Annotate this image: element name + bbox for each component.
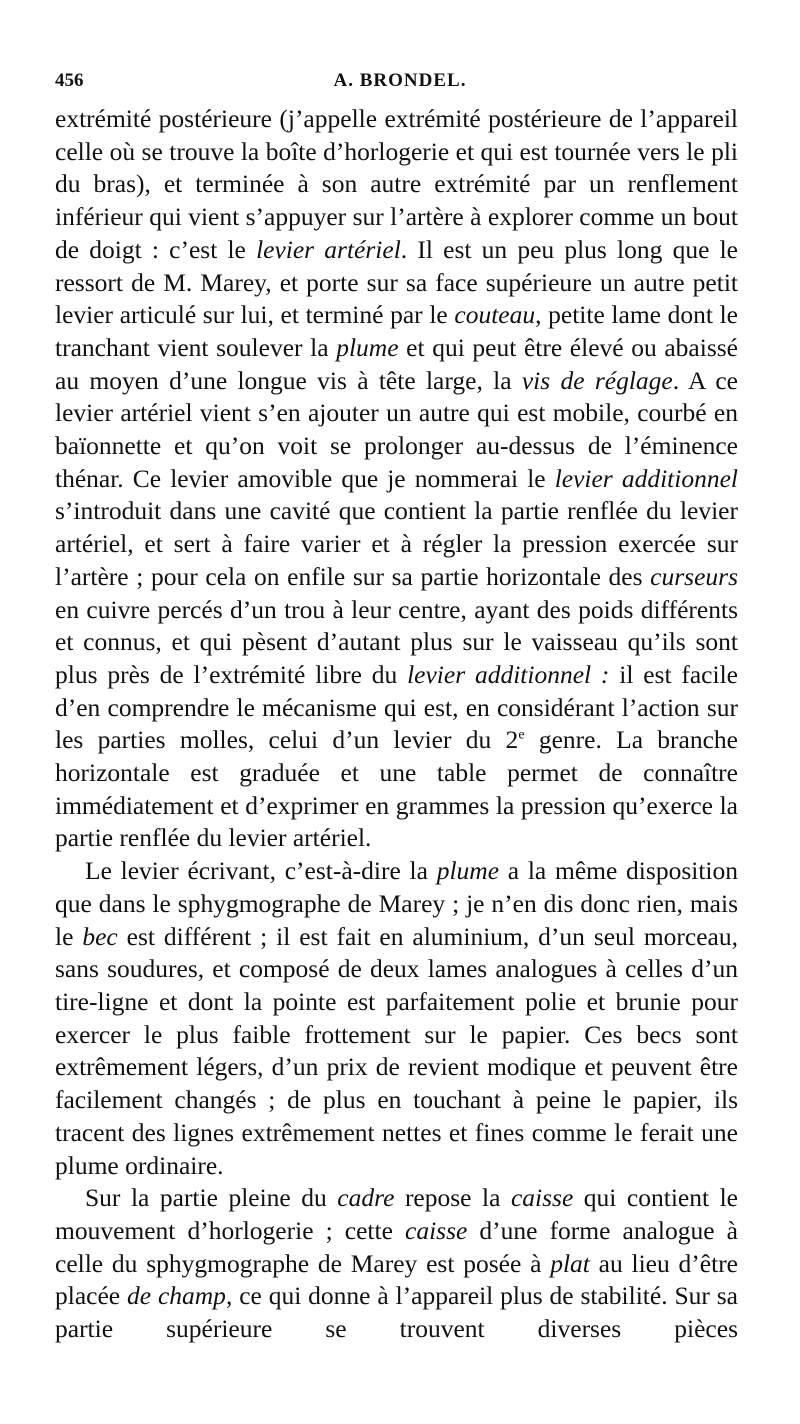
text-run: en cuivre percés d’un trou à leur centre, ayant des poids différents et connus, et qui pèsent d’autant plus sur le vaisseau qu’ils sont plus près de l’extrémité libre du — [55, 594, 738, 689]
text-run: . Il est un peu plus long que le ressort de M. Marey, et porte sur sa face supérieure un autre petit levier articulé sur lui, et terminé par le — [55, 234, 738, 330]
italic-term: bec — [82, 921, 118, 951]
italic-term: caisse — [510, 1183, 574, 1213]
text-run: repose la — [394, 1183, 511, 1213]
page-header — [55, 70, 745, 100]
italic-term: plume — [436, 856, 500, 886]
text-run: , petite lame dont le tranchant vient soulever la — [55, 300, 738, 362]
superscript: e — [518, 727, 525, 743]
body-text — [55, 103, 738, 1346]
italic-term: couteau — [454, 300, 536, 330]
italic-term: plat — [550, 1248, 590, 1278]
text-run: Sur la partie pleine du — [85, 1183, 338, 1213]
text-run: Le levier écrivant, c’est-à-dire la — [85, 856, 437, 886]
text-run: s’introduit dans une cavité que contient la partie renflée du levier artériel, et sert à faire varier et à régler la pression exercée sur l’artère ; pour cela on enfile sur sa partie horizontale des — [55, 496, 738, 591]
italic-term: caisse — [405, 1215, 468, 1245]
text-run: , ce qui donne à l’appareil plus de stabilité. Sur sa partie supérieure se trouvent diverses pièces — [55, 1281, 739, 1344]
text-run: d’une forme analogue à celle du sphygmographe de Marey est posée à — [55, 1215, 738, 1278]
page-number: 456 — [55, 70, 84, 91]
italic-term: vis de réglage — [521, 365, 673, 395]
text-run: est différent ; il est fait en aluminium, d’un seul morceau, sans soudures, et composé de deux lames analogues à celles d’un tire-ligne et dont la pointe est parfaitement polie et brunie pour exercer le plus faible frottement sur le papier. Ces becs sont extrêmement légers, d’un prix de revient modique et peuvent être facilement changés ; de plus en touchant à peine le papier, ils tracent des lignes extrêmement nettes et fines comme le ferait une plume ordinaire. — [55, 921, 738, 1180]
italic-term: plume — [336, 332, 399, 362]
text-run: au lieu d’être placée — [55, 1248, 738, 1311]
text-run: genre. La branche horizontale est graduée et une table permet de connaître immédiatement et d’exprimer en grammes la pression qu’exerce la partie renflée du levier artériel. — [55, 725, 739, 853]
paragraph-2 — [55, 855, 738, 1182]
text-run: extrémité postérieure (j’appelle extrémité postérieure de l’appareil celle où se trouve la boîte d’horlogerie et qui est tournée vers le pli du bras), et terminée à son autre extrémité par un renflement inférieur qui vient s’appuyer sur l’artère à explorer comme un bout de doigt : c’est le — [55, 104, 738, 264]
text-run: . A ce levier artériel vient s’en ajouter un autre qui est mobile, courbé en baïonnette et qu’on voit se prolonger au-dessus de l’éminence thénar. Ce levier amovible que je nommerai le — [55, 365, 738, 493]
italic-term: cadre — [337, 1183, 395, 1213]
italic-term: levier additionnel — [554, 463, 738, 493]
italic-term: levier artériel — [256, 234, 401, 264]
italic-term: curseurs — [650, 561, 738, 591]
italic-term: levier additionnel : — [407, 659, 610, 689]
italic-term: de champ — [127, 1281, 226, 1311]
paragraph-1 — [55, 103, 738, 855]
text-run: a la même disposition que dans le sphygmographe de Marey ; je n’en dis donc rien, mais le — [55, 856, 738, 951]
text-run: qui contient le mouvement d’horlogerie ; cette — [55, 1183, 738, 1245]
paragraph-3 — [55, 1182, 738, 1346]
text-run: il est facile d’en comprendre le mécanisme qui est, en considérant l’action sur les parties molles, celui d’un levier du 2 — [55, 659, 738, 755]
text-run: et qui peut être élevé ou abaissé au moyen d’une longue vis à tête large, la — [55, 332, 738, 395]
running-head: A. BRONDEL. — [333, 70, 467, 91]
